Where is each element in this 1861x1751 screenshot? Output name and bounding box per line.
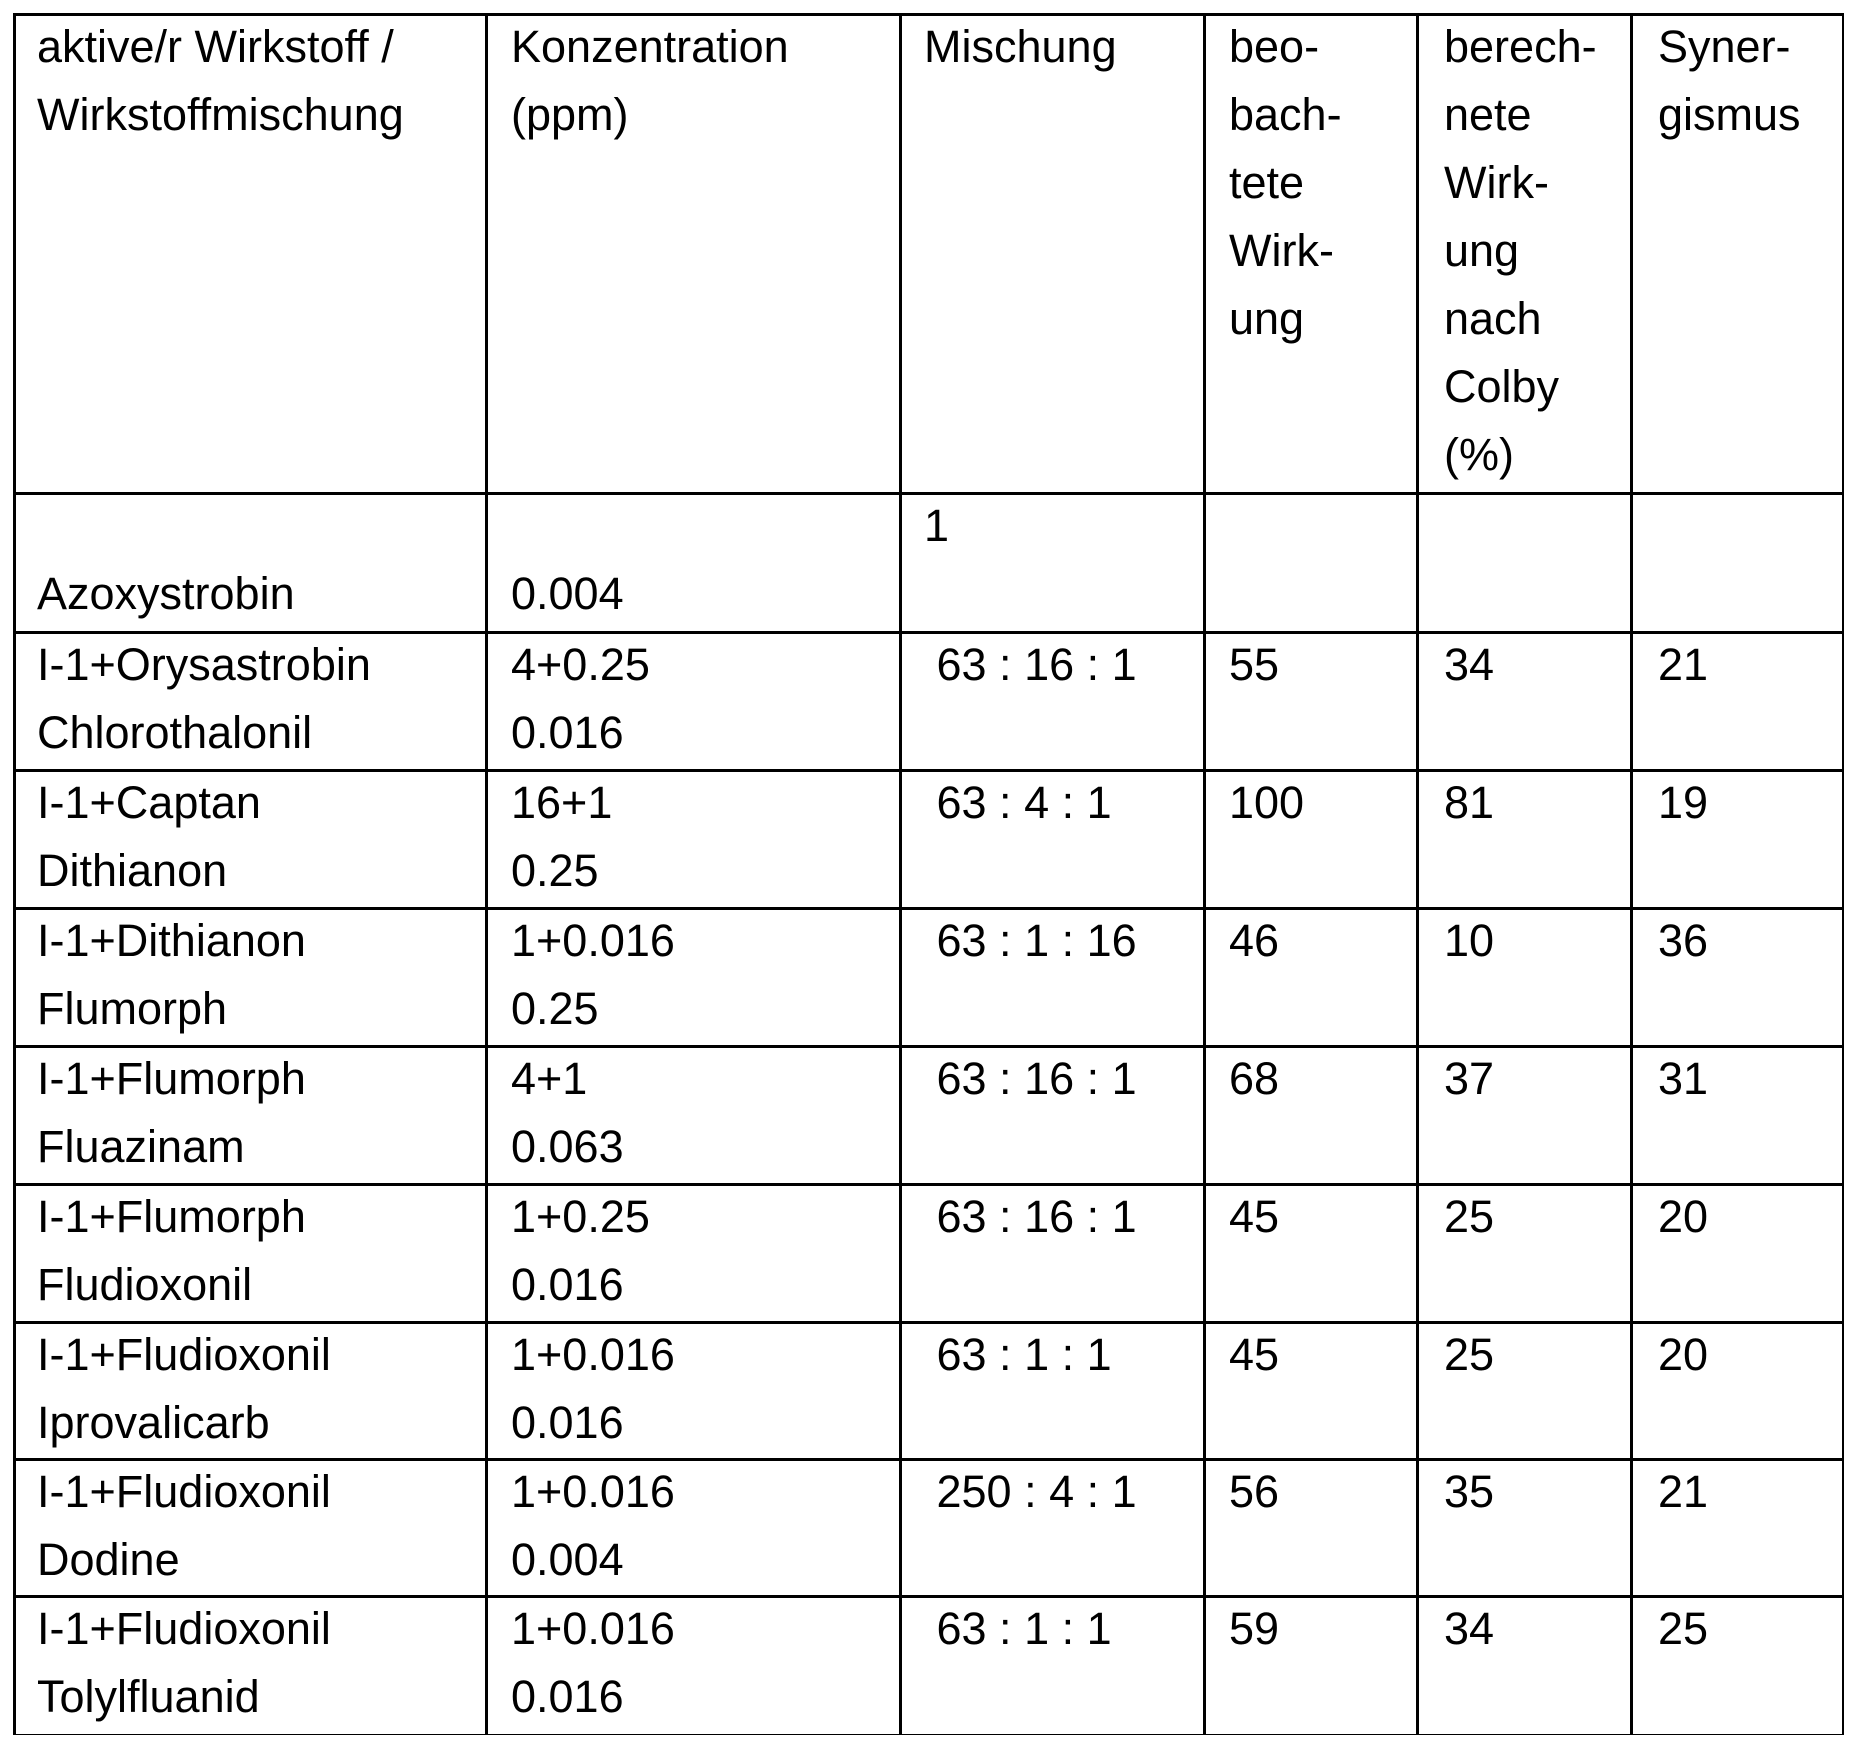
cell-calculated-effect [1419, 634, 1630, 769]
synergism-text: 20 [1658, 1329, 1709, 1380]
calculated-effect-text: 25 [1444, 1329, 1495, 1380]
cell-active-ingredient [16, 1048, 485, 1183]
cell-observed-effect [1206, 1324, 1416, 1458]
cell-active-ingredient [16, 1186, 485, 1321]
header-label: Syner- gismus [1658, 21, 1801, 140]
cell-concentration [488, 495, 899, 631]
header-label: Konzentration (ppm) [511, 21, 789, 140]
concentration-text: 1+0.016 0.016 [511, 1329, 675, 1448]
observed-effect-text: 45 [1229, 1329, 1280, 1380]
calculated-effect-text: 34 [1444, 639, 1495, 690]
cell-calculated-effect [1419, 1186, 1630, 1321]
mixture-text: 250 : 4 : 1 [924, 1466, 1137, 1517]
calculated-effect-text: 37 [1444, 1053, 1495, 1104]
active-ingredient-text: I-1+Flumorph Fluazinam [37, 1053, 306, 1172]
header-synergism [1633, 16, 1842, 492]
observed-effect-text: 68 [1229, 1053, 1280, 1104]
cell-synergism [1633, 1186, 1842, 1321]
header-observed-effect [1206, 16, 1416, 492]
concentration-text: 16+1 0.25 [511, 777, 613, 896]
mixture-text: 63 : 16 : 1 [924, 639, 1137, 690]
cell-synergism [1633, 910, 1842, 1045]
header-active-ingredient [16, 16, 485, 492]
cell-observed-effect [1206, 1048, 1416, 1183]
mixture-text: 1 [924, 500, 950, 551]
concentration-text: 1+0.016 0.25 [511, 915, 675, 1034]
cell-synergism [1633, 634, 1842, 769]
header-concentration [488, 16, 899, 492]
cell-mixture [902, 1048, 1203, 1183]
header-label: Mischung [924, 21, 1117, 72]
cell-synergism [1633, 1598, 1842, 1734]
concentration-text: 1+0.25 0.016 [511, 1191, 650, 1310]
cell-concentration [488, 772, 899, 907]
observed-effect-text: 46 [1229, 915, 1280, 966]
cell-mixture [902, 495, 1203, 631]
synergism-text: 19 [1658, 777, 1709, 828]
mixture-text: 63 : 16 : 1 [924, 1191, 1137, 1242]
cell-concentration [488, 910, 899, 1045]
cell-synergism [1633, 1461, 1842, 1595]
cell-active-ingredient [16, 634, 485, 769]
cell-active-ingredient [16, 910, 485, 1045]
header-mixture [902, 16, 1203, 492]
header-calculated-effect [1419, 16, 1630, 492]
header-label: berech- nete Wirk- ung nach Colby (%) [1444, 21, 1597, 480]
cell-concentration [488, 1324, 899, 1458]
cell-concentration [488, 1598, 899, 1734]
synergism-text: 36 [1658, 915, 1709, 966]
cell-calculated-effect [1419, 910, 1630, 1045]
header-label: beo- bach- tete Wirk- ung [1229, 21, 1342, 344]
cell-observed-effect [1206, 1598, 1416, 1734]
calculated-effect-text: 25 [1444, 1191, 1495, 1242]
synergism-text: 20 [1658, 1191, 1709, 1242]
cell-observed-effect [1206, 634, 1416, 769]
cell-observed-effect [1206, 495, 1416, 631]
cell-calculated-effect [1419, 1324, 1630, 1458]
synergism-text: 21 [1658, 1466, 1709, 1517]
cell-observed-effect [1206, 1186, 1416, 1321]
cell-active-ingredient [16, 772, 485, 907]
calculated-effect-text: 10 [1444, 915, 1495, 966]
cell-mixture [902, 1598, 1203, 1734]
cell-mixture [902, 1461, 1203, 1595]
calculated-effect-text: 35 [1444, 1466, 1495, 1517]
mixture-text: 63 : 1 : 16 [924, 915, 1137, 966]
synergism-text: 21 [1658, 639, 1709, 690]
header-label: aktive/r Wirkstoff / Wirkstoffmischung [37, 21, 404, 140]
cell-active-ingredient [16, 495, 485, 631]
cell-observed-effect [1206, 910, 1416, 1045]
concentration-text: 1+0.016 0.016 [511, 1603, 675, 1722]
synergism-text: 25 [1658, 1603, 1709, 1654]
observed-effect-text: 100 [1229, 777, 1305, 828]
cell-synergism [1633, 1324, 1842, 1458]
cell-calculated-effect [1419, 1598, 1630, 1734]
active-ingredient-text: I-1+Fludioxonil Dodine [37, 1466, 331, 1585]
cell-observed-effect [1206, 1461, 1416, 1595]
mixture-text: 63 : 1 : 1 [924, 1329, 1112, 1380]
active-ingredient-text: I-1+Fludioxonil Tolylfluanid [37, 1603, 331, 1722]
calculated-effect-text: 81 [1444, 777, 1495, 828]
concentration-text: 4+0.25 0.016 [511, 639, 650, 758]
observed-effect-text: 55 [1229, 639, 1280, 690]
cell-active-ingredient [16, 1461, 485, 1595]
cell-concentration [488, 1461, 899, 1595]
cell-concentration [488, 634, 899, 769]
mixture-text: 63 : 1 : 1 [924, 1603, 1112, 1654]
active-ingredient-text: Azoxystrobin [37, 568, 295, 619]
cell-calculated-effect [1419, 1461, 1630, 1595]
cell-mixture [902, 1324, 1203, 1458]
active-ingredient-text: I-1+Fludioxonil Iprovalicarb [37, 1329, 331, 1448]
cell-concentration [488, 1186, 899, 1321]
observed-effect-text: 56 [1229, 1466, 1280, 1517]
cell-mixture [902, 910, 1203, 1045]
mixture-text: 63 : 16 : 1 [924, 1053, 1137, 1104]
cell-synergism [1633, 495, 1842, 631]
mixture-text: 63 : 4 : 1 [924, 777, 1112, 828]
cell-calculated-effect [1419, 495, 1630, 631]
observed-effect-text: 45 [1229, 1191, 1280, 1242]
cell-mixture [902, 1186, 1203, 1321]
cell-mixture [902, 772, 1203, 907]
cell-synergism [1633, 1048, 1842, 1183]
cell-active-ingredient [16, 1598, 485, 1734]
active-ingredient-text: I-1+Flumorph Fludioxonil [37, 1191, 306, 1310]
cell-mixture [902, 634, 1203, 769]
cell-calculated-effect [1419, 772, 1630, 907]
concentration-text: 4+1 0.063 [511, 1053, 624, 1172]
cell-calculated-effect [1419, 1048, 1630, 1183]
calculated-effect-text: 34 [1444, 1603, 1495, 1654]
concentration-text: 0.004 [511, 568, 624, 619]
synergy-results-table [13, 13, 1844, 1735]
synergism-text: 31 [1658, 1053, 1709, 1104]
active-ingredient-text: I-1+Orysastrobin Chlorothalonil [37, 639, 371, 758]
cell-synergism [1633, 772, 1842, 907]
cell-concentration [488, 1048, 899, 1183]
active-ingredient-text: I-1+Captan Dithianon [37, 777, 261, 896]
active-ingredient-text: I-1+Dithianon Flumorph [37, 915, 306, 1034]
concentration-text: 1+0.016 0.004 [511, 1466, 675, 1585]
cell-observed-effect [1206, 772, 1416, 907]
observed-effect-text: 59 [1229, 1603, 1280, 1654]
cell-active-ingredient [16, 1324, 485, 1458]
